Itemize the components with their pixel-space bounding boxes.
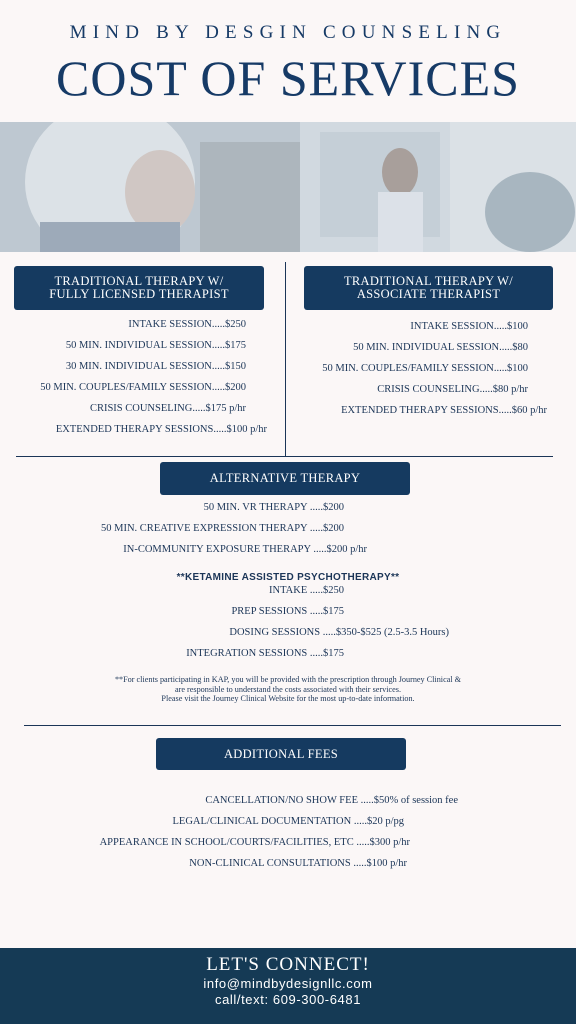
header-traditional-licensed bbox=[14, 266, 264, 310]
list-item: INTAKE SESSION.....$250 bbox=[128, 319, 246, 330]
ketamine-price-list bbox=[40, 580, 449, 664]
list-item: 30 MIN. INDIVIDUAL SESSION.....$150 bbox=[65, 361, 246, 372]
contact-footer bbox=[0, 948, 576, 1024]
list-item: NON-CLINICAL CONSULTATIONS .....$100 p/hr bbox=[189, 858, 407, 869]
header-traditional-associate bbox=[304, 266, 553, 310]
footer-email[interactable]: info@mindbydesignllc.com bbox=[203, 976, 373, 991]
list-item: CRISIS COUNSELING.....$80 p/hr bbox=[377, 384, 528, 395]
list-item: PREP SESSIONS .....$175 bbox=[231, 606, 344, 617]
list-item: 50 MIN. VR THERAPY .....$200 bbox=[203, 502, 344, 513]
brand-name: MIND BY DESGIN COUNSELING bbox=[69, 22, 507, 43]
ketamine-heading: **KETAMINE ASSISTED PSYCHOTHERAPY** bbox=[176, 572, 400, 583]
header-alternative: ALTERNATIVE THERAPY bbox=[160, 462, 410, 495]
note-line: Please visit the Journey Clinical Website for the most up-to-date information. bbox=[161, 694, 415, 704]
header-additional-fees: ADDITIONAL FEES bbox=[156, 738, 406, 770]
header-line: TRADITIONAL THERAPY W/ bbox=[54, 274, 224, 288]
note-line: are responsible to understand the costs associated with their services. bbox=[175, 684, 401, 694]
list-item: 50 MIN. INDIVIDUAL SESSION.....$175 bbox=[65, 340, 246, 351]
list-item: 50 MIN. INDIVIDUAL SESSION.....$80 bbox=[353, 342, 528, 353]
list-item: IN-COMMUNITY EXPOSURE THERAPY .....$200 p/hr bbox=[123, 544, 367, 555]
licensed-price-list bbox=[14, 314, 267, 440]
footer-phone[interactable]: call/text: 609-300-6481 bbox=[214, 992, 362, 1007]
ketamine-note bbox=[0, 675, 576, 704]
list-item: INTAKE SESSION.....$100 bbox=[410, 321, 528, 332]
list-item: 50 MIN. COUPLES/FAMILY SESSION.....$200 bbox=[40, 382, 246, 393]
list-item: LEGAL/CLINICAL DOCUMENTATION .....$20 p/pg bbox=[172, 816, 404, 827]
additional-fees-list bbox=[40, 790, 458, 874]
list-item: EXTENDED THERAPY SESSIONS.....$100 p/hr bbox=[55, 424, 267, 435]
list-item: 50 MIN. COUPLES/FAMILY SESSION.....$100 bbox=[322, 363, 528, 374]
note-line: **For clients participating in KAP, you will be provided with the prescription through Journey Clinical & bbox=[114, 675, 462, 684]
column-divider bbox=[285, 262, 286, 456]
footer-heading: LET'S CONNECT! bbox=[206, 954, 370, 975]
header-line: TRADITIONAL THERAPY W/ bbox=[343, 274, 514, 288]
associate-price-list bbox=[300, 316, 547, 421]
header-line: FULLY LICENSED THERAPIST bbox=[49, 287, 229, 301]
header-line: ASSOCIATE THERAPIST bbox=[356, 287, 501, 301]
list-item: APPEARANCE IN SCHOOL/COURTS/FACILITIES, ETC .....$300 p/hr bbox=[99, 837, 410, 848]
list-item: CANCELLATION/NO SHOW FEE .....$50% of session fee bbox=[205, 795, 458, 806]
hero-photo bbox=[0, 122, 576, 252]
list-item: EXTENDED THERAPY SESSIONS.....$60 p/hr bbox=[341, 405, 547, 416]
photo-illustration bbox=[0, 122, 576, 252]
list-item: INTEGRATION SESSIONS .....$175 bbox=[186, 648, 344, 659]
section-divider bbox=[16, 456, 553, 457]
list-item: CRISIS COUNSELING.....$175 p/hr bbox=[89, 403, 246, 414]
page-title: COST OF SERVICES bbox=[56, 50, 520, 106]
alternative-price-list bbox=[40, 497, 367, 560]
list-item: 50 MIN. CREATIVE EXPRESSION THERAPY .....$200 bbox=[101, 523, 344, 534]
section-divider bbox=[24, 725, 561, 726]
list-item: INTAKE .....$250 bbox=[269, 585, 344, 596]
list-item: DOSING SESSIONS .....$350-$525 (2.5-3.5 Hours) bbox=[229, 627, 449, 638]
